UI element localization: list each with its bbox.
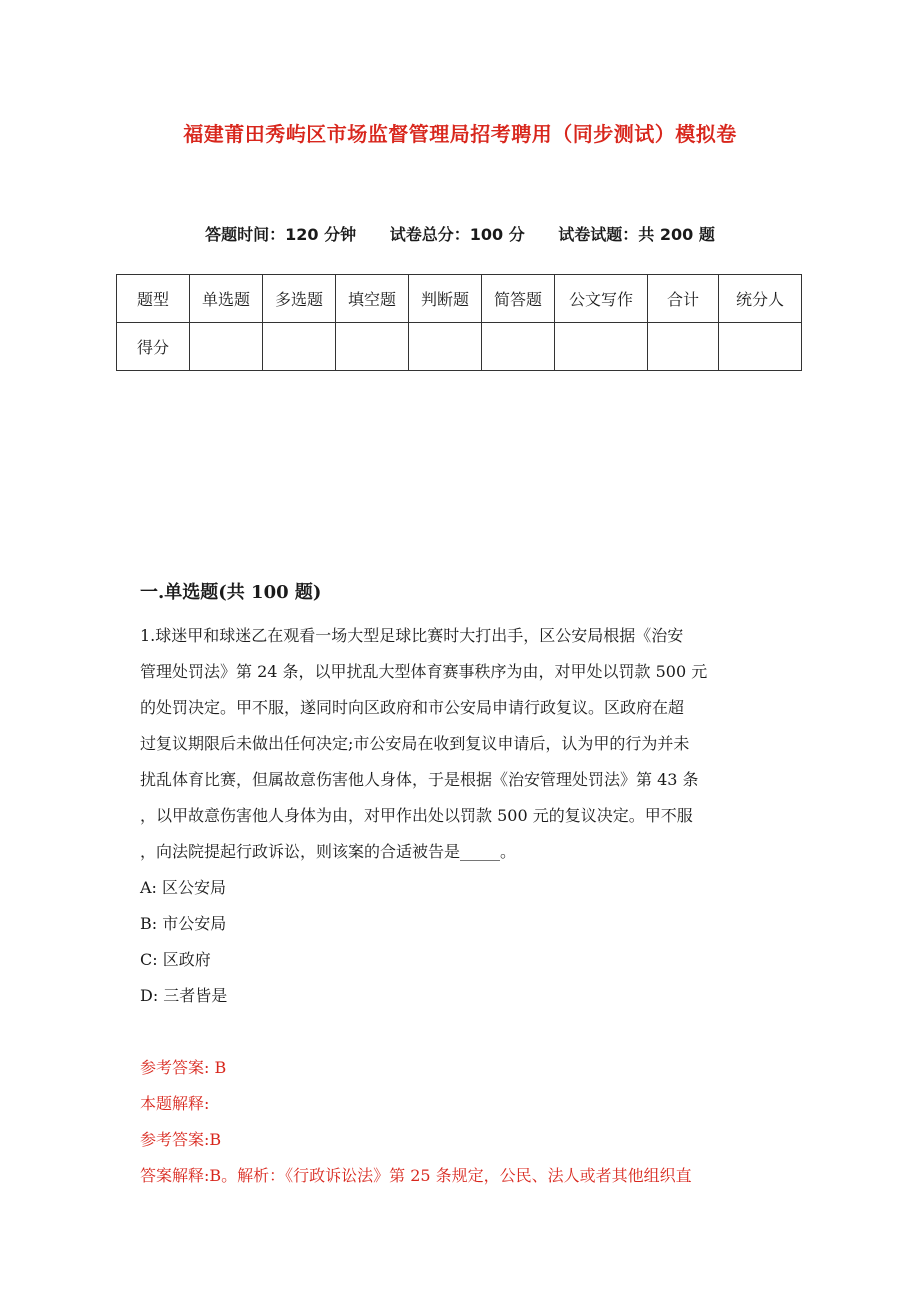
exam-meta [0, 222, 920, 245]
score-cell [190, 323, 263, 371]
question-line: 的处罚决定。甲不服，遂同时向区政府和市公安局申请行政复议。区政府在超 [140, 698, 685, 717]
score-header-cell: 简答题 [482, 275, 555, 323]
document-title: 福建莆田秀屿区市场监督管理局招考聘用（同步测试）模拟卷 [183, 122, 737, 146]
question-line: 1.球迷甲和球迷乙在观看一场大型足球比赛时大打出手，区公安局根据《治安 [140, 626, 684, 645]
score-cell [263, 323, 336, 371]
score-header-cell: 统分人 [719, 275, 802, 323]
section-heading: 一.单选题(共 100 题) [140, 582, 322, 603]
question-line: ，向法院提起行政诉讼，则该案的合适被告是_____。 [140, 842, 517, 861]
score-header-cell: 题型 [117, 275, 190, 323]
score-header-cell: 填空题 [336, 275, 409, 323]
score-cell [555, 323, 648, 371]
score-cell [409, 323, 482, 371]
option-c: C: 区政府 [140, 950, 211, 969]
score-cell [719, 323, 802, 371]
option-b: B: 市公安局 [140, 914, 227, 933]
score-table-score-row [117, 323, 802, 371]
score-cell [482, 323, 555, 371]
score-cell [336, 323, 409, 371]
score-header-cell: 判断题 [409, 275, 482, 323]
reference-answer-repeat: 参考答案:B [140, 1130, 222, 1149]
question-line: ，以甲故意伤害他人身体为由，对甲作出处以罚款 500 元的复议决定。甲不服 [140, 806, 693, 825]
question-text [140, 618, 780, 870]
answer-explanation: 答案解释:B。解析：《行政诉讼法》第 25 条规定，公民、法人或者其他组织直 [140, 1166, 692, 1185]
score-table [116, 274, 802, 371]
option-d: D: 三者皆是 [140, 986, 228, 1005]
score-cell [648, 323, 719, 371]
reference-answer: 参考答案: B [140, 1058, 227, 1077]
question-line: 过复议期限后未做出任何决定;市公安局在收到复议申请后，认为甲的行为并未 [140, 734, 690, 753]
option-a: A: 区公安局 [140, 878, 227, 897]
question-line: 扰乱体育比赛，但属故意伤害他人身体，于是根据《治安管理处罚法》第 43 条 [140, 770, 699, 789]
score-row-label: 得分 [117, 323, 190, 371]
score-header-cell: 单选题 [190, 275, 263, 323]
exam-question-count: 试卷试题：共 200 题 [558, 225, 715, 244]
score-header-cell: 公文写作 [555, 275, 648, 323]
question-line: 管理处罚法》第 24 条，以甲扰乱大型体育赛事秩序为由，对甲处以罚款 500 元 [140, 662, 708, 681]
exam-time: 答题时间：120 分钟 [205, 225, 357, 244]
score-table-header-row [117, 275, 802, 323]
explanation-label: 本题解释: [140, 1094, 210, 1113]
exam-total-score: 试卷总分：100 分 [389, 225, 525, 244]
score-header-cell: 多选题 [263, 275, 336, 323]
score-header-cell: 合计 [648, 275, 719, 323]
